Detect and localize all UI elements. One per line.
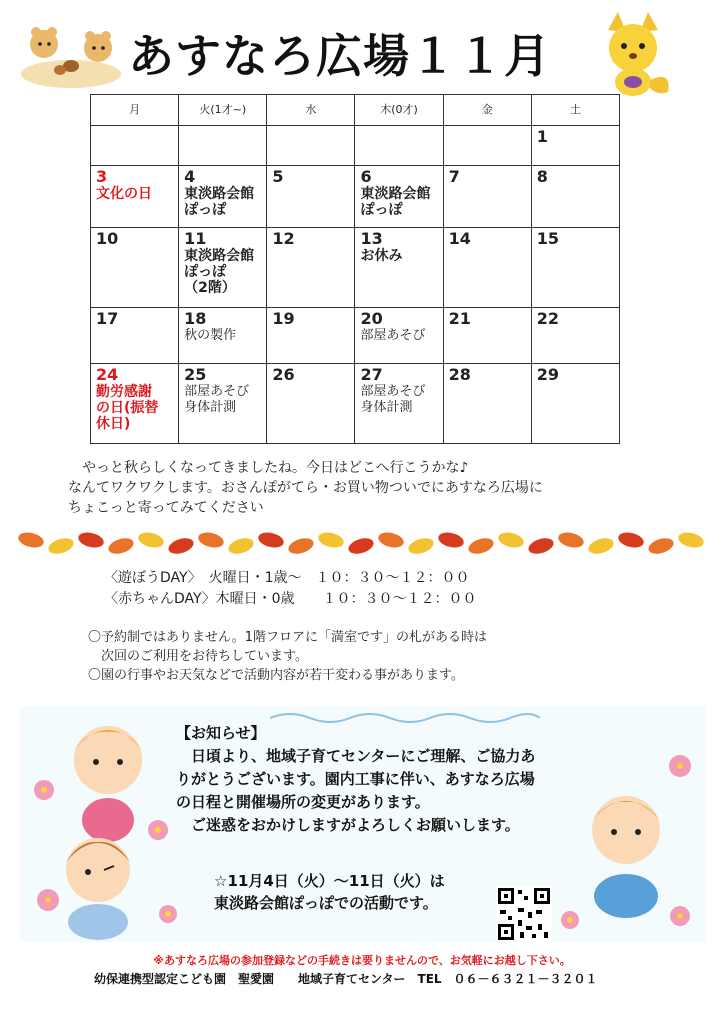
day-number: 29 (536, 365, 560, 384)
leaf-shape (286, 535, 315, 556)
calendar-day-cell (355, 126, 443, 166)
day-number: 22 (536, 309, 560, 328)
leaf-shape (46, 535, 75, 556)
calendar-day-cell (443, 308, 531, 364)
notice-line: 日頃より、地域子育てセンターにご理解、ご協力あ (176, 747, 536, 765)
note-line: 〇予約制ではありません。1階フロアに「満室です」の札がある時は (88, 630, 488, 645)
notice-content (176, 722, 646, 837)
day-number: 28 (448, 365, 471, 384)
calendar-day-cell (267, 228, 355, 308)
note-line: 次回のご利用をお待ちしています。 (88, 649, 308, 664)
calendar-day-cell (179, 228, 267, 308)
calendar-day-cell (443, 228, 531, 308)
day-number: 12 (272, 229, 295, 248)
day-number: 26 (272, 365, 295, 384)
day-event: 東淡路会館 (184, 248, 255, 264)
day-event: 東淡路会館 (360, 186, 431, 202)
day-event: 文化の日 (96, 186, 152, 202)
day-event: （2階） (184, 280, 236, 296)
day-event: お休み (360, 248, 403, 264)
calendar-day-cell (267, 364, 355, 444)
calendar-week-row (91, 126, 620, 166)
day-number: 13 (360, 229, 383, 248)
day-event: 身体計測 (360, 400, 413, 415)
day-number: 3 (96, 167, 108, 186)
calendar-day-cell (267, 308, 355, 364)
leaf-shape (346, 535, 375, 556)
day-event: 部屋あそび (360, 384, 426, 399)
notice-dates (214, 870, 445, 914)
leaf-shape (257, 530, 286, 550)
day-number: 1 (536, 127, 548, 146)
calendar-week-row (91, 166, 620, 228)
calendar-day-cell (179, 126, 267, 166)
leaf-shape (377, 530, 406, 550)
leaf-shape (226, 535, 255, 556)
weekday-header: 火(1才~) (179, 95, 267, 126)
calendar-day-cell (531, 126, 619, 166)
weekday-header: 水 (267, 95, 355, 126)
calendar-week-row (91, 228, 620, 308)
leaf-shape (466, 535, 495, 556)
calendar-day-cell (179, 364, 267, 444)
notice-date-line: ☆11月4日（火）～11日（火）は (214, 872, 445, 890)
leaf-shape (166, 535, 195, 556)
day-number: 25 (184, 365, 207, 384)
leaf-shape (646, 535, 675, 556)
leaf-shape (586, 535, 615, 556)
weekday-header: 金 (443, 95, 531, 126)
calendar-week-row (91, 364, 620, 444)
squirrels-illustration (16, 14, 126, 90)
calendar-day-cell (443, 364, 531, 444)
leaf-shape (617, 530, 646, 550)
calendar-day-cell (267, 166, 355, 228)
calendar-day-cell (179, 166, 267, 228)
footer-organization: 幼保連携型認定こども園 聖愛園 地域子育てセンター TEL ０６－６３２１－３２０１ (94, 972, 598, 986)
day-number: 27 (360, 365, 383, 384)
leaf-shape (677, 530, 706, 550)
leaf-shape (106, 535, 135, 556)
calendar-day-cell (531, 228, 619, 308)
calendar-day-cell (531, 166, 619, 228)
day-event: ぽっぽ (184, 264, 227, 280)
calendar-day-cell (531, 364, 619, 444)
calendar-day-cell (531, 308, 619, 364)
calendar-day-cell (179, 308, 267, 364)
calendar-day-cell (91, 126, 179, 166)
schedule-info (104, 568, 476, 610)
day-number: 10 (96, 229, 119, 248)
calendar-day-cell (91, 308, 179, 364)
leaf-shape (197, 530, 226, 550)
day-number: 5 (272, 167, 284, 186)
schedule-line-asobou: 〈遊ぼうDAY〉 火曜日・1歳～ １０：３０～１２：００ (104, 570, 470, 586)
day-event: 秋の製作 (184, 328, 237, 343)
day-number: 8 (536, 167, 548, 186)
day-number: 17 (96, 309, 119, 328)
leaf-shape (317, 530, 346, 550)
children-flowers-illustration-left (18, 700, 188, 940)
autumn-leaves-border (16, 526, 706, 560)
day-number: 21 (448, 309, 471, 328)
intro-line: やっと秋らしくなってきましたね。今日はどこへ行こうかな♪ (68, 460, 469, 476)
notice-line: りがとうございます。園内工事に伴い、あすなろ広場 (176, 770, 535, 788)
page-title: あすなろ広場１１月 (128, 29, 551, 83)
qr-code (496, 886, 552, 942)
intro-text (68, 458, 668, 518)
leaf-shape (437, 530, 466, 550)
calendar-day-cell (355, 308, 443, 364)
weekday-header: 土 (531, 95, 619, 126)
day-number: 20 (360, 309, 383, 328)
notice-heading: 【お知らせ】 (176, 724, 266, 742)
note-line: 〇園の行事やお天気などで活動内容が若干変わる事があります。 (88, 668, 464, 683)
weekday-header: 月 (91, 95, 179, 126)
day-number: 15 (536, 229, 560, 248)
calendar-body (91, 126, 620, 444)
footer-note: ※あすなろ広場の参加登録などの手続きは要りませんので、お気軽にお越し下さい。 (153, 954, 571, 967)
weekday-header: 木(0才) (355, 95, 443, 126)
intro-line: ちょこっと寄ってみてください (68, 500, 264, 516)
day-number: 14 (448, 229, 471, 248)
leaf-shape (526, 535, 555, 556)
day-number: 6 (360, 167, 372, 186)
day-event: の日(振替 (96, 400, 159, 416)
day-event: 身体計測 (184, 400, 237, 415)
calendar-day-cell (267, 126, 355, 166)
day-event: 部屋あそび (184, 384, 250, 399)
fox-illustration (588, 10, 678, 100)
calendar-day-cell (443, 126, 531, 166)
calendar-week-row (91, 308, 620, 364)
day-event: ぽっぽ (360, 202, 403, 218)
notice-line: ご迷惑をおかけしますがよろしくお願いします。 (176, 816, 520, 834)
schedule-line-akachan: 〈赤ちゃんDAY〉木曜日・0歳 １０：３０～１２：００ (104, 591, 477, 607)
calendar-day-cell (91, 364, 179, 444)
day-event: ぽっぽ (184, 202, 227, 218)
calendar-day-cell (91, 228, 179, 308)
leaf-shape (497, 530, 526, 550)
calendar-day-cell (355, 364, 443, 444)
leaf-shape (406, 535, 435, 556)
notice-date-line: 東淡路会館ぽっぽでの活動です。 (214, 894, 438, 912)
day-event: 東淡路会館 (184, 186, 255, 202)
day-event: 勤労感謝 (96, 384, 152, 400)
day-number: 11 (184, 229, 207, 248)
intro-line: なんてワクワクします。おさんぽがてら・お買い物ついでにあすなろ広場に (68, 480, 543, 496)
day-number: 7 (448, 167, 460, 186)
leaf-shape (137, 530, 166, 550)
leaf-shape (17, 530, 46, 550)
day-number: 18 (184, 309, 207, 328)
leaf-shape (77, 530, 106, 550)
day-event: 部屋あそび (360, 328, 426, 343)
day-number: 24 (96, 365, 119, 384)
calendar-day-cell (355, 228, 443, 308)
calendar-day-cell (443, 166, 531, 228)
calendar-table (90, 94, 620, 444)
leaf-shape (557, 530, 586, 550)
day-number: 19 (272, 309, 295, 328)
day-number: 4 (184, 167, 196, 186)
calendar-day-cell (355, 166, 443, 228)
calendar-header-row (91, 95, 620, 126)
calendar-day-cell (91, 166, 179, 228)
notice-line: の日程と開催場所の変更があります。 (176, 793, 430, 811)
day-event: 休日) (96, 416, 131, 432)
notes (88, 628, 648, 685)
